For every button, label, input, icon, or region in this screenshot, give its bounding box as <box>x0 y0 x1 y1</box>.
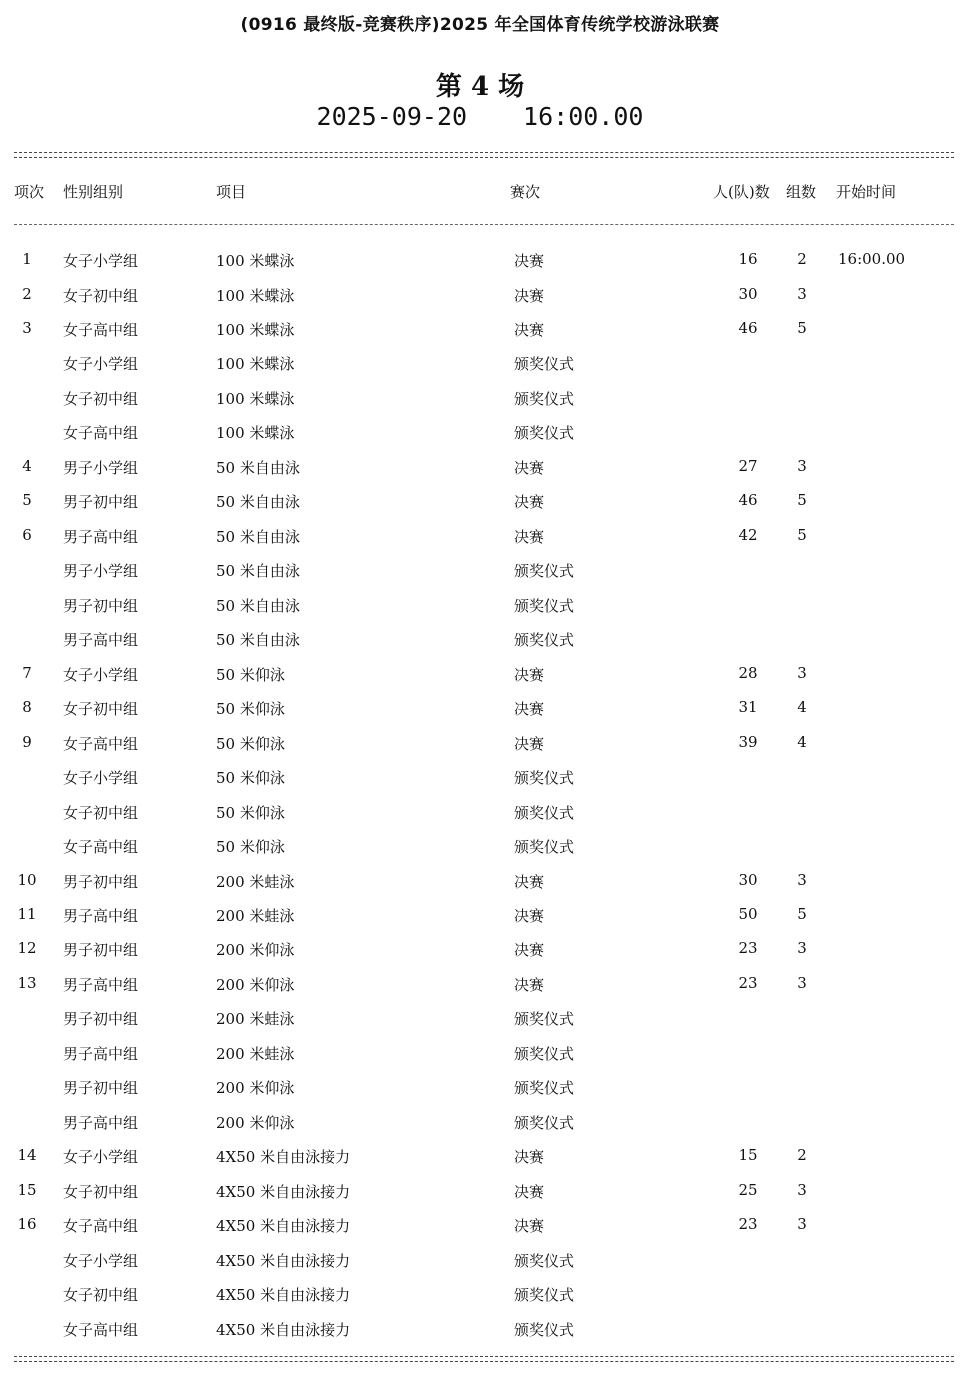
row-number: 3 <box>22 318 32 337</box>
row-event: 50 米自由泳 <box>216 493 300 512</box>
row-round: 颁奖仪式 <box>514 838 575 856</box>
row-group: 女子高中组 <box>63 424 139 443</box>
row-event: 100 米蝶泳 <box>216 286 295 305</box>
table-row <box>0 1146 960 1180</box>
row-group: 男子初中组 <box>63 493 139 512</box>
row-group: 女子小学组 <box>63 355 139 374</box>
row-group: 女子初中组 <box>63 1182 139 1201</box>
row-group: 男子高中组 <box>63 631 139 650</box>
row-group: 女子初中组 <box>63 1286 139 1305</box>
session-time: 16:00.00 <box>523 102 644 131</box>
row-round: 决赛 <box>514 1182 545 1201</box>
row-heats: 3 <box>797 870 807 889</box>
row-round: 颁奖仪式 <box>514 1044 575 1063</box>
row-heats: 4 <box>797 732 807 751</box>
row-event: 200 米蛙泳 <box>216 906 295 925</box>
row-group: 男子小学组 <box>63 562 139 581</box>
row-round: 颁奖仪式 <box>514 1251 575 1270</box>
row-round: 决赛 <box>514 1217 545 1236</box>
row-group: 女子初中组 <box>63 803 139 822</box>
row-count: 15 <box>738 1146 758 1165</box>
row-event: 100 米蝶泳 <box>216 424 295 443</box>
row-count: 39 <box>738 732 758 751</box>
row-event: 200 米仰泳 <box>216 941 295 960</box>
table-row <box>0 1077 960 1111</box>
row-round: 颁奖仪式 <box>514 803 575 822</box>
row-count: 46 <box>738 318 758 337</box>
row-number: 14 <box>17 1146 37 1165</box>
row-count: 31 <box>738 698 758 717</box>
row-group: 女子小学组 <box>63 769 139 787</box>
row-round: 决赛 <box>514 665 545 684</box>
session-date: 2025-09-20 <box>316 102 468 131</box>
table-row <box>0 733 960 767</box>
row-event: 50 米自由泳 <box>216 527 300 546</box>
row-round: 决赛 <box>514 252 545 270</box>
row-event: 50 米自由泳 <box>216 631 300 650</box>
row-event: 4X50 米自由泳接力 <box>216 1251 351 1270</box>
table-row <box>0 319 960 353</box>
row-round: 决赛 <box>514 872 545 891</box>
row-group: 女子初中组 <box>63 389 139 408</box>
row-group: 女子初中组 <box>63 700 139 719</box>
row-event: 4X50 米自由泳接力 <box>216 1217 351 1236</box>
row-number: 4 <box>22 456 32 475</box>
header-group: 性别组别 <box>63 183 124 201</box>
row-round: 颁奖仪式 <box>514 1079 575 1098</box>
row-count: 16 <box>738 250 758 268</box>
row-heats: 3 <box>797 1180 807 1199</box>
row-start-time: 16:00.00 <box>838 250 906 268</box>
row-event: 50 米仰泳 <box>216 700 285 719</box>
table-row <box>0 974 960 1008</box>
row-number: 12 <box>17 939 37 958</box>
row-heats: 3 <box>797 663 807 682</box>
row-event: 100 米蝶泳 <box>216 389 295 408</box>
bottom-divider <box>14 1356 954 1362</box>
row-count: 28 <box>738 663 758 682</box>
row-event: 100 米蝶泳 <box>216 252 295 270</box>
row-round: 决赛 <box>514 527 545 546</box>
row-count: 30 <box>738 284 758 303</box>
table-row <box>0 1181 960 1215</box>
table-row <box>0 905 960 939</box>
row-heats: 5 <box>797 491 807 510</box>
row-group: 男子初中组 <box>63 941 139 960</box>
row-heats: 2 <box>797 250 807 268</box>
row-event: 4X50 米自由泳接力 <box>216 1286 351 1305</box>
row-heats: 5 <box>797 525 807 544</box>
row-event: 200 米蛙泳 <box>216 1010 295 1029</box>
session-datetime <box>0 102 960 131</box>
row-round: 颁奖仪式 <box>514 355 575 374</box>
row-event: 50 米仰泳 <box>216 734 285 753</box>
row-number: 9 <box>22 732 32 751</box>
row-group: 男子初中组 <box>63 1079 139 1098</box>
row-event: 50 米仰泳 <box>216 838 285 856</box>
row-count: 23 <box>738 939 758 958</box>
table-row <box>0 491 960 525</box>
row-heats: 5 <box>797 318 807 337</box>
row-count: 46 <box>738 491 758 510</box>
row-round: 颁奖仪式 <box>514 596 575 615</box>
table-row <box>0 1008 960 1042</box>
row-event: 200 米蛙泳 <box>216 872 295 891</box>
row-count: 42 <box>738 525 758 544</box>
row-group: 女子小学组 <box>63 665 139 684</box>
row-round: 决赛 <box>514 1148 545 1167</box>
row-group: 女子小学组 <box>63 1148 139 1167</box>
header-divider <box>14 224 954 225</box>
table-row <box>0 664 960 698</box>
row-group: 男子初中组 <box>63 1010 139 1029</box>
row-count: 23 <box>738 973 758 992</box>
row-number: 15 <box>17 1180 37 1199</box>
row-heats: 3 <box>797 939 807 958</box>
table-row <box>0 526 960 560</box>
row-group: 男子高中组 <box>63 1044 139 1063</box>
row-round: 决赛 <box>514 906 545 925</box>
row-count: 30 <box>738 870 758 889</box>
row-event: 4X50 米自由泳接力 <box>216 1182 351 1201</box>
row-heats: 4 <box>797 698 807 717</box>
row-round: 颁奖仪式 <box>514 1010 575 1029</box>
row-group: 女子高中组 <box>63 1217 139 1236</box>
row-event: 200 米仰泳 <box>216 1113 295 1132</box>
table-row <box>0 1043 960 1077</box>
row-event: 200 米仰泳 <box>216 1079 295 1098</box>
row-group: 男子高中组 <box>63 1113 139 1132</box>
row-round: 颁奖仪式 <box>514 389 575 408</box>
table-row <box>0 388 960 422</box>
table-row <box>0 1112 960 1146</box>
row-number: 2 <box>22 284 32 303</box>
row-round: 决赛 <box>514 700 545 719</box>
row-heats: 2 <box>797 1146 807 1165</box>
top-divider <box>14 152 954 158</box>
row-round: 颁奖仪式 <box>514 562 575 581</box>
header-count: 人(队)数 <box>713 183 770 201</box>
row-round: 决赛 <box>514 941 545 960</box>
row-event: 50 米仰泳 <box>216 803 285 822</box>
header-no: 项次 <box>14 183 45 201</box>
table-row <box>0 836 960 870</box>
row-round: 颁奖仪式 <box>514 424 575 443</box>
table-row <box>0 422 960 456</box>
row-group: 女子高中组 <box>63 320 139 339</box>
table-row <box>0 871 960 905</box>
row-round: 决赛 <box>514 734 545 753</box>
row-heats: 3 <box>797 1215 807 1234</box>
row-number: 10 <box>17 870 37 889</box>
row-count: 25 <box>738 1180 758 1199</box>
row-round: 决赛 <box>514 493 545 512</box>
row-heats: 3 <box>797 973 807 992</box>
table-row <box>0 802 960 836</box>
table-row <box>0 560 960 594</box>
header-start-time: 开始时间 <box>836 183 897 201</box>
row-group: 女子小学组 <box>63 252 139 270</box>
row-round: 颁奖仪式 <box>514 1320 575 1339</box>
header-heats: 组数 <box>786 183 817 201</box>
row-event: 4X50 米自由泳接力 <box>216 1148 351 1167</box>
row-event: 50 米自由泳 <box>216 596 300 615</box>
row-round: 决赛 <box>514 320 545 339</box>
table-row <box>0 595 960 629</box>
row-count: 50 <box>738 904 758 923</box>
row-event: 200 米蛙泳 <box>216 1044 295 1063</box>
row-group: 女子初中组 <box>63 286 139 305</box>
row-number: 1 <box>22 250 32 268</box>
table-row <box>0 1319 960 1353</box>
row-heats: 3 <box>797 284 807 303</box>
row-group: 男子高中组 <box>63 527 139 546</box>
row-number: 13 <box>17 973 37 992</box>
row-event: 50 米自由泳 <box>216 458 300 477</box>
row-round: 颁奖仪式 <box>514 1113 575 1132</box>
row-event: 50 米仰泳 <box>216 665 285 684</box>
table-row <box>0 1215 960 1249</box>
row-group: 女子高中组 <box>63 1320 139 1339</box>
session-title: 第 4 场 <box>435 72 525 102</box>
table-row <box>0 353 960 387</box>
row-group: 女子高中组 <box>63 734 139 753</box>
row-event: 50 米自由泳 <box>216 562 300 581</box>
table-row <box>0 629 960 663</box>
table-row <box>0 1284 960 1318</box>
row-number: 11 <box>17 904 37 923</box>
row-event: 100 米蝶泳 <box>216 355 295 374</box>
table-row <box>0 250 960 284</box>
row-group: 女子高中组 <box>63 838 139 856</box>
table-row <box>0 1250 960 1284</box>
table-row <box>0 285 960 319</box>
header-round: 赛次 <box>510 183 541 201</box>
row-round: 决赛 <box>514 975 545 994</box>
table-row <box>0 698 960 732</box>
row-event: 4X50 米自由泳接力 <box>216 1320 351 1339</box>
row-round: 颁奖仪式 <box>514 769 575 787</box>
row-group: 男子初中组 <box>63 872 139 891</box>
row-round: 颁奖仪式 <box>514 1286 575 1305</box>
row-round: 决赛 <box>514 458 545 477</box>
row-event: 100 米蝶泳 <box>216 320 295 339</box>
row-heats: 3 <box>797 456 807 475</box>
row-number: 5 <box>22 491 32 510</box>
row-group: 男子高中组 <box>63 906 139 925</box>
table-row <box>0 767 960 801</box>
header-event: 项目 <box>216 183 247 201</box>
row-event: 200 米仰泳 <box>216 975 295 994</box>
table-row <box>0 457 960 491</box>
row-group: 女子小学组 <box>63 1251 139 1270</box>
row-number: 7 <box>22 663 32 682</box>
row-number: 16 <box>17 1215 37 1234</box>
document-title: (0916 最终版-竞赛秩序)2025 年全国体育传统学校游泳联赛 <box>240 15 720 35</box>
row-group: 男子初中组 <box>63 596 139 615</box>
row-round: 决赛 <box>514 286 545 305</box>
row-heats: 5 <box>797 904 807 923</box>
row-group: 男子小学组 <box>63 458 139 477</box>
row-count: 27 <box>738 456 758 475</box>
row-number: 6 <box>22 525 32 544</box>
row-group: 男子高中组 <box>63 975 139 994</box>
table-row <box>0 939 960 973</box>
row-count: 23 <box>738 1215 758 1234</box>
row-round: 颁奖仪式 <box>514 631 575 650</box>
row-number: 8 <box>22 698 32 717</box>
row-event: 50 米仰泳 <box>216 769 285 787</box>
